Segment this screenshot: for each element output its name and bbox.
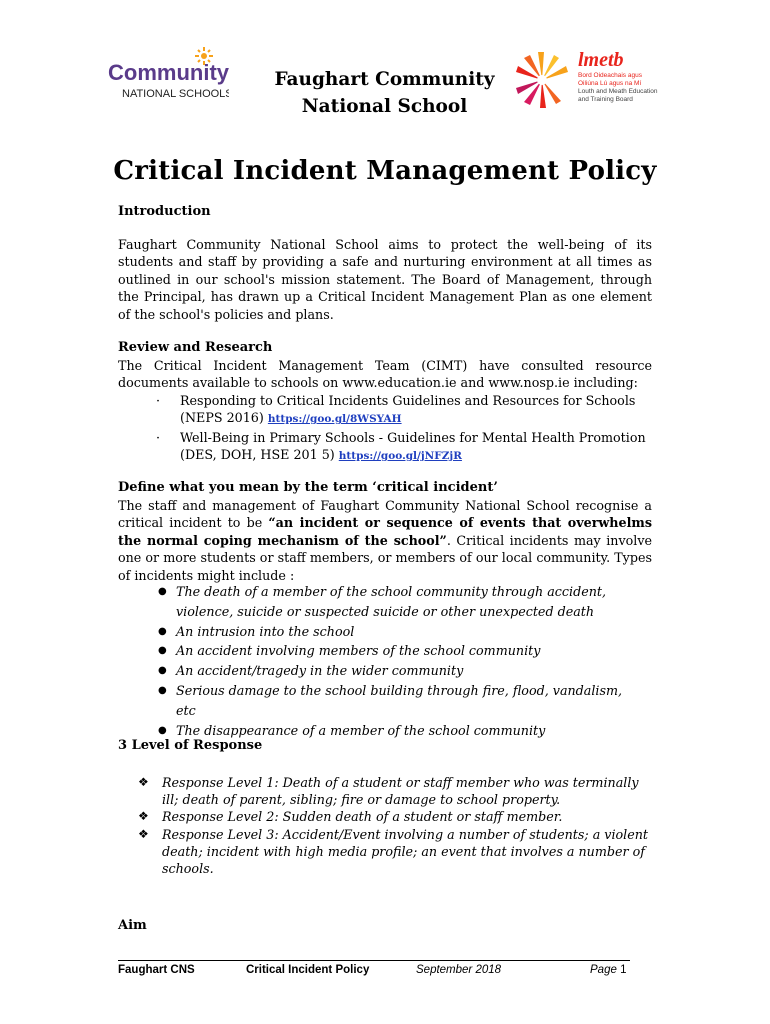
bullet-icon: ● [158,645,167,657]
list-item [158,582,638,622]
footer-school: Faughart CNS [118,964,195,976]
resource-item [118,429,658,466]
lmetb-logo-text: lmetb [578,49,624,71]
list-item [158,622,638,642]
list-item [158,641,638,661]
lmetb-logo [512,48,662,110]
lmetb-sub-1: Bord Oideachais agus [578,72,642,79]
response-level-text: Response Level 3: Accident/Event involving a number of students; a violent death; incident with high media profile; an event that involves a number of schools. [162,826,648,877]
document-title: Critical Incident Management Policy [113,156,657,186]
define-text [118,497,652,584]
community-national-schools-logo [104,46,229,106]
review-heading: Review and Research [118,340,273,355]
bullet-icon: ● [158,665,167,677]
resource-item [118,392,658,429]
review-text: The Critical Incident Management Team (CIMT) have consulted resource documents available to schools on www.education.ie and www.nosp.ie including: [118,358,652,391]
bullet-icon: ● [158,724,167,736]
list-item [138,808,658,825]
define-text-before: The staff and management of Faughart Community National School recognise a critical incident to be [118,498,652,531]
footer-doc-name: Critical Incident Policy [246,964,370,976]
resource-text: Well-Being in Primary Schools - Guidelines for Mental Health Promotion (DES, DOH, HSE 201 5) [180,429,646,463]
diamond-bullet-icon: ❖ [138,826,149,841]
bullet-icon: ● [158,625,167,637]
incident-text: An accident/tragedy in the wider community [176,663,464,679]
school-name-line2: National School [301,96,468,117]
bullet-icon: · [156,429,161,445]
introduction-text: Faughart Community National School aims to protect the well-being of its students and staff by providing a safe and nurturing environment at all times as outlined in our school's mission statement. The Board of Management, through the Principal, has drawn up a Critical Incident Management Plan as one element of the school's policies and plans. [118,237,652,322]
list-item [158,661,638,681]
logo-national-schools-text: NATIONAL SCHOOLS [122,88,229,100]
page-label: Page [590,964,617,976]
footer-page [590,964,626,976]
resource-link[interactable]: https://goo.gl/8WSYAH [267,413,402,426]
incident-types-list [158,582,638,740]
bullet-icon: ● [158,586,167,597]
resource-list [118,392,658,466]
diamond-bullet-icon: ❖ [138,775,149,789]
define-text-after: . Critical incidents may involve one or more students or staff members, or members of our local community. Types of incidents might include : [118,532,652,583]
list-item [158,681,638,721]
footer-date: September 2018 [416,964,502,976]
introduction-heading: Introduction [118,204,211,219]
aim-heading: Aim [118,918,147,933]
response-level-text: Response Level 1: Death of a student or staff member who was terminally ill; death of parent, sibling; fire or damage to school property. [162,775,639,808]
list-item [138,826,658,878]
bullet-icon: ● [158,684,167,696]
lmetb-sub-2: Oiliúna Lú agus na Mí [578,80,642,87]
page-number: 1 [620,964,627,976]
incident-text: An intrusion into the school [176,623,355,639]
incident-text: An accident involving members of the school community [176,643,541,659]
incident-text: The disappearance of a member of the school community [176,722,546,738]
response-levels-list [138,774,658,877]
footer-divider [118,960,630,961]
response-level-text: Response Level 2: Sudden death of a student or staff member. [162,809,563,825]
resource-text: Responding to Critical Incidents Guidelines and Resources for Schools (NEPS 2016) [180,393,636,426]
list-item [138,774,658,808]
resource-link[interactable]: https://goo.gl/jNFZjR [338,450,462,463]
define-heading: Define what you mean by the term ‘critical incident’ [118,480,498,495]
incident-text: Serious damage to the school building through fire, flood, vandalism, etc [176,682,623,718]
lmetb-sub-4: and Training Board [578,96,633,103]
school-name [262,66,507,120]
logo-community-text: Community [108,60,229,85]
define-quote: “an incident or sequence of events that overwhelms the normal coping mechanism of the school” [118,515,652,548]
diamond-bullet-icon: ❖ [138,809,149,824]
response-levels-heading: 3 Level of Response [118,738,263,753]
incident-text: The death of a member of the school community through accident, violence, suicide or suspected suicide or other unexpected death [176,584,607,619]
lmetb-sub-3: Louth and Meath Education [578,88,658,95]
bullet-icon: · [156,393,161,408]
school-name-line1: Faughart Community [274,69,495,90]
